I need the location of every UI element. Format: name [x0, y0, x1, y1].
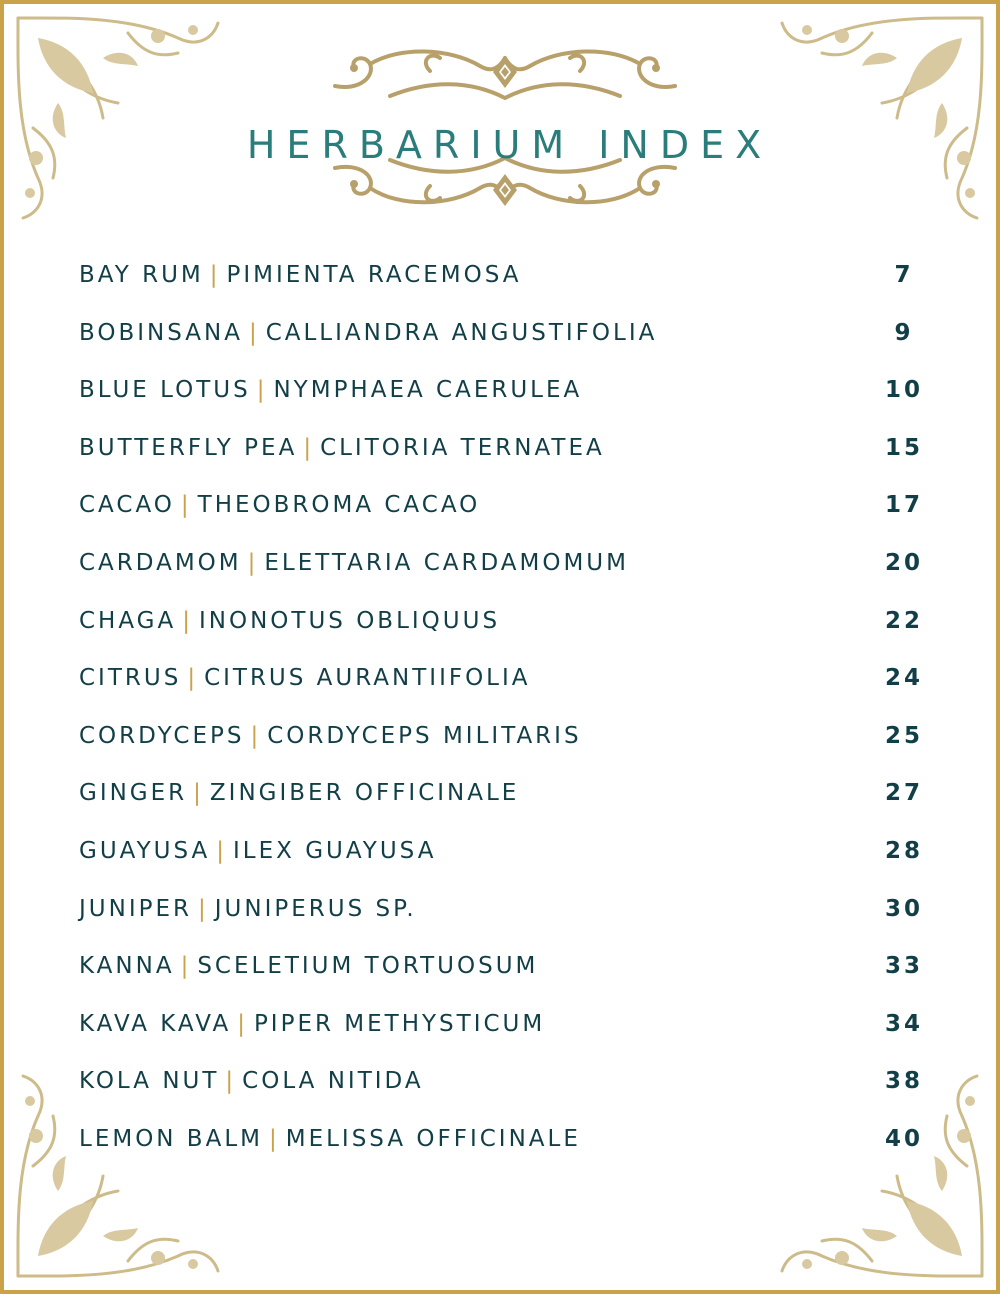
page-number: 22 [884, 607, 923, 634]
separator: | [237, 1010, 248, 1037]
common-name: KOLA NUT [79, 1068, 220, 1095]
separator: | [180, 492, 192, 519]
page-title: HERBARIUM INDEX [246, 123, 773, 168]
page-number: 20 [884, 549, 923, 576]
separator: | [216, 837, 227, 864]
page-number: 9 [894, 319, 914, 346]
latin-name: ZINGIBER OFFICINALE [209, 780, 520, 807]
common-name: GUAYUSA [79, 837, 211, 864]
latin-name: THEOBROMA CACAO [197, 492, 481, 519]
entry-names [79, 838, 436, 864]
latin-name: PIPER METHYSTICUM [253, 1010, 546, 1037]
page-number: 25 [884, 722, 923, 749]
latin-name: ILEX GUAYUSA [233, 837, 437, 864]
page-number: 30 [884, 895, 923, 922]
latin-name: CALLIANDRA ANGUSTIFOLIA [265, 319, 658, 346]
entry-names [79, 262, 522, 288]
common-name: KANNA [79, 953, 175, 980]
common-name: BOBINSANA [79, 319, 243, 346]
common-name: LEMON BALM [79, 1125, 263, 1152]
latin-name: CITRUS AURANTIIFOLIA [204, 665, 531, 692]
page-number: 28 [884, 837, 923, 864]
index-entry [79, 429, 939, 487]
index-entry [79, 774, 939, 832]
entry-names [79, 953, 538, 979]
page-number: 7 [894, 262, 914, 288]
index-list [79, 256, 939, 1178]
common-name: CARDAMOM [79, 549, 242, 576]
latin-name: JUNIPERUS SP. [214, 895, 417, 922]
index-entry [79, 256, 939, 314]
latin-name: INONOTUS OBLIQUUS [199, 607, 501, 634]
page-number: 27 [884, 780, 923, 807]
separator: | [180, 953, 192, 980]
common-name: JUNIPER [79, 895, 192, 922]
separator: | [187, 665, 199, 692]
index-entry [79, 314, 939, 372]
scroll-flourish-icon [330, 36, 680, 116]
entry-names [79, 1011, 545, 1037]
latin-name: ELETTARIA CARDAMOMUM [264, 549, 629, 576]
separator: | [303, 434, 315, 461]
entry-names [79, 1126, 581, 1152]
entry-names [79, 665, 531, 691]
common-name: GINGER [79, 780, 188, 807]
index-entry [79, 1120, 939, 1178]
page-number: 10 [884, 377, 923, 404]
separator: | [268, 1125, 280, 1152]
entry-names [79, 1068, 424, 1094]
separator: | [250, 722, 262, 749]
latin-name: NYMPHAEA CAERULEA [273, 377, 583, 404]
index-entry [79, 602, 939, 660]
common-name: CACAO [79, 492, 175, 519]
page-number: 15 [884, 434, 923, 461]
common-name: BUTTERFLY PEA [79, 434, 298, 461]
index-entry [79, 1062, 939, 1120]
index-entry [79, 717, 939, 775]
latin-name: CORDYCEPS MILITARIS [267, 722, 582, 749]
page-number: 33 [884, 953, 923, 980]
common-name: BLUE LOTUS [79, 377, 251, 404]
common-name: KAVA KAVA [79, 1010, 232, 1037]
common-name: CITRUS [79, 665, 182, 692]
separator: | [193, 780, 204, 807]
page-number: 17 [884, 492, 923, 519]
latin-name: MELISSA OFFICINALE [285, 1125, 581, 1152]
entry-names [79, 435, 605, 461]
latin-name: PIMIENTA RACEMOSA [226, 262, 522, 288]
separator: | [256, 377, 268, 404]
index-entry [79, 890, 939, 948]
index-entry [79, 1005, 939, 1063]
index-entry [79, 832, 939, 890]
latin-name: CLITORIA TERNATEA [320, 434, 605, 461]
entry-names [79, 550, 629, 576]
index-entry [79, 544, 939, 602]
separator: | [198, 895, 209, 922]
page-number: 24 [884, 665, 923, 692]
separator: | [247, 549, 259, 576]
entry-names [79, 320, 657, 346]
separator: | [209, 262, 221, 288]
page-number: 38 [884, 1068, 923, 1095]
index-entry [79, 659, 939, 717]
entry-names [79, 608, 500, 634]
index-entry [79, 947, 939, 1005]
common-name: CHAGA [79, 607, 177, 634]
entry-names [79, 896, 417, 922]
separator: | [182, 607, 193, 634]
entry-names [79, 723, 582, 749]
separator: | [225, 1068, 237, 1095]
index-entry [79, 371, 939, 429]
entry-names [79, 377, 582, 403]
latin-name: COLA NITIDA [242, 1068, 424, 1095]
separator: | [248, 319, 260, 346]
entry-names [79, 492, 480, 518]
page-number: 40 [884, 1125, 923, 1152]
common-name: BAY RUM [79, 262, 204, 288]
page-number: 34 [884, 1010, 923, 1037]
latin-name: SCELETIUM TORTUOSUM [197, 953, 539, 980]
index-entry [79, 486, 939, 544]
entry-names [79, 780, 519, 806]
common-name: CORDYCEPS [79, 722, 245, 749]
